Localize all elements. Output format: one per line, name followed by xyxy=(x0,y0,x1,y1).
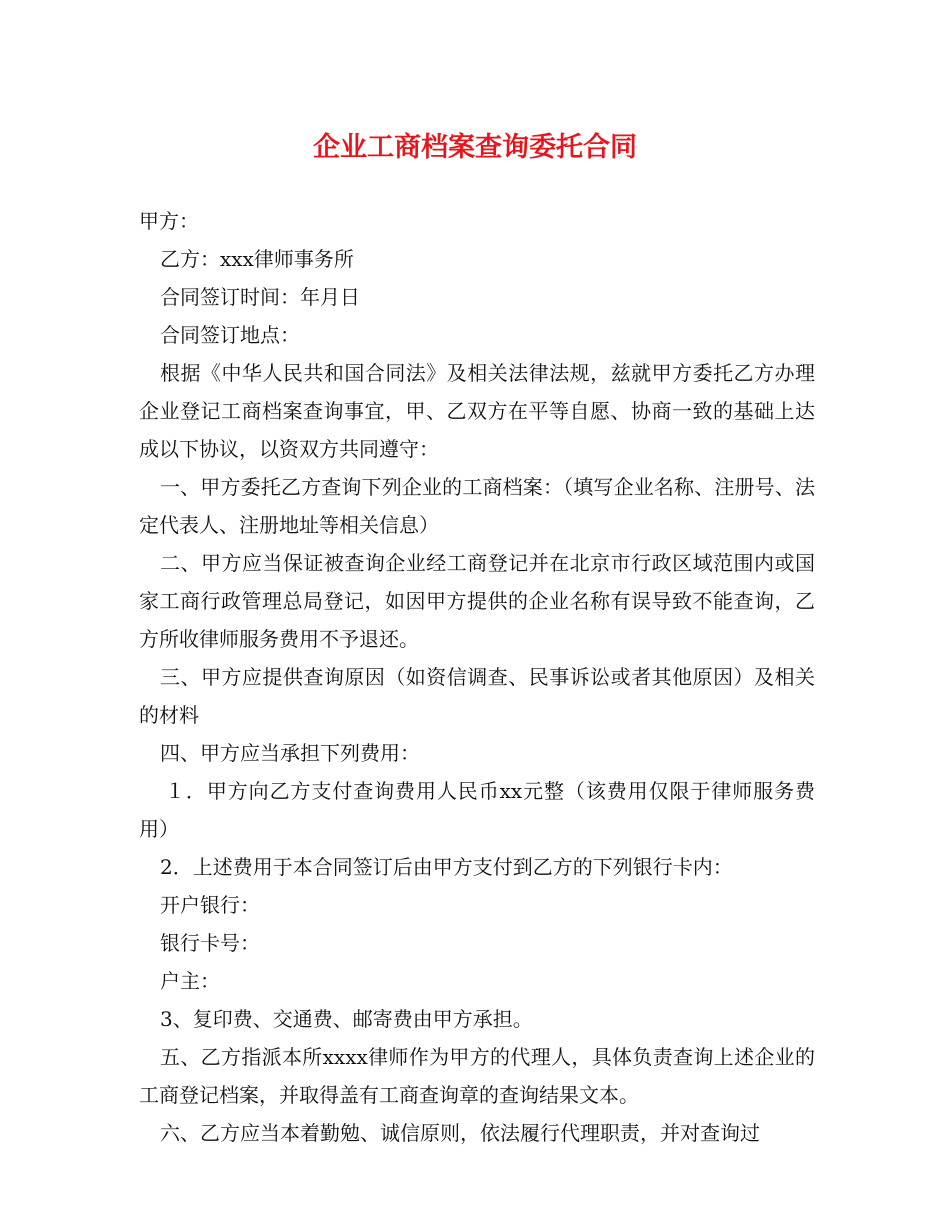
preamble-paragraph: 根据《中华人民共和国合同法》及相关法律法规，兹就甲方委托乙方办理企业登记工商档案查询事宜，甲、乙双方在平等自愿、协商一致的基础上达成以下协议，以资双方共同遵守： xyxy=(139,361,815,461)
party-b-line: 乙方：xxx律师事务所 xyxy=(160,247,354,271)
party-a-line: 甲方： xyxy=(139,209,199,233)
clause-4-item-1: １．甲方向乙方支付查询费用人民币xx元整（该费用仅限于律师服务费用） xyxy=(139,779,815,841)
clause-2: 二、甲方应当保证被查询企业经工商登记并在北京市行政区域范围内或国家工商行政管理总局登记，如因甲方提供的企业名称有误导致不能查询，乙方所收律师服务费用不予退还。 xyxy=(139,551,815,651)
clause-5: 五、乙方指派本所xxxx律师作为甲方的代理人，具体负责查询上述企业的工商登记档案，并取得盖有工商查询章的查询结果文本。 xyxy=(139,1045,815,1107)
clause-1: 一、甲方委托乙方查询下列企业的工商档案：（填写企业名称、注册号、法定代表人、注册地址等相关信息） xyxy=(139,475,815,537)
bank-name-line: 开户银行： xyxy=(160,893,260,917)
document-title: 企业工商档案查询委托合同 xyxy=(313,132,637,163)
clause-4-item-3: 3、复印费、交通费、邮寄费由甲方承担。 xyxy=(160,1007,533,1031)
clause-6: 六、乙方应当本着勤勉、诚信原则，依法履行代理职责，并对查询过 xyxy=(160,1121,760,1145)
clause-4: 四、甲方应当承担下列费用： xyxy=(160,741,420,765)
signing-date-line: 合同签订时间：年月日 xyxy=(160,285,360,309)
document-body xyxy=(139,202,815,1152)
clause-4-item-2: 2．上述费用于本合同签订后由甲方支付到乙方的下列银行卡内： xyxy=(160,855,733,879)
account-holder-line: 户主： xyxy=(160,969,220,993)
signing-place-line: 合同签订地点： xyxy=(160,323,300,347)
clause-3: 三、甲方应提供查询原因（如资信调查、民事诉讼或者其他原因）及相关的材料 xyxy=(139,665,815,727)
bank-card-line: 银行卡号： xyxy=(160,931,260,955)
